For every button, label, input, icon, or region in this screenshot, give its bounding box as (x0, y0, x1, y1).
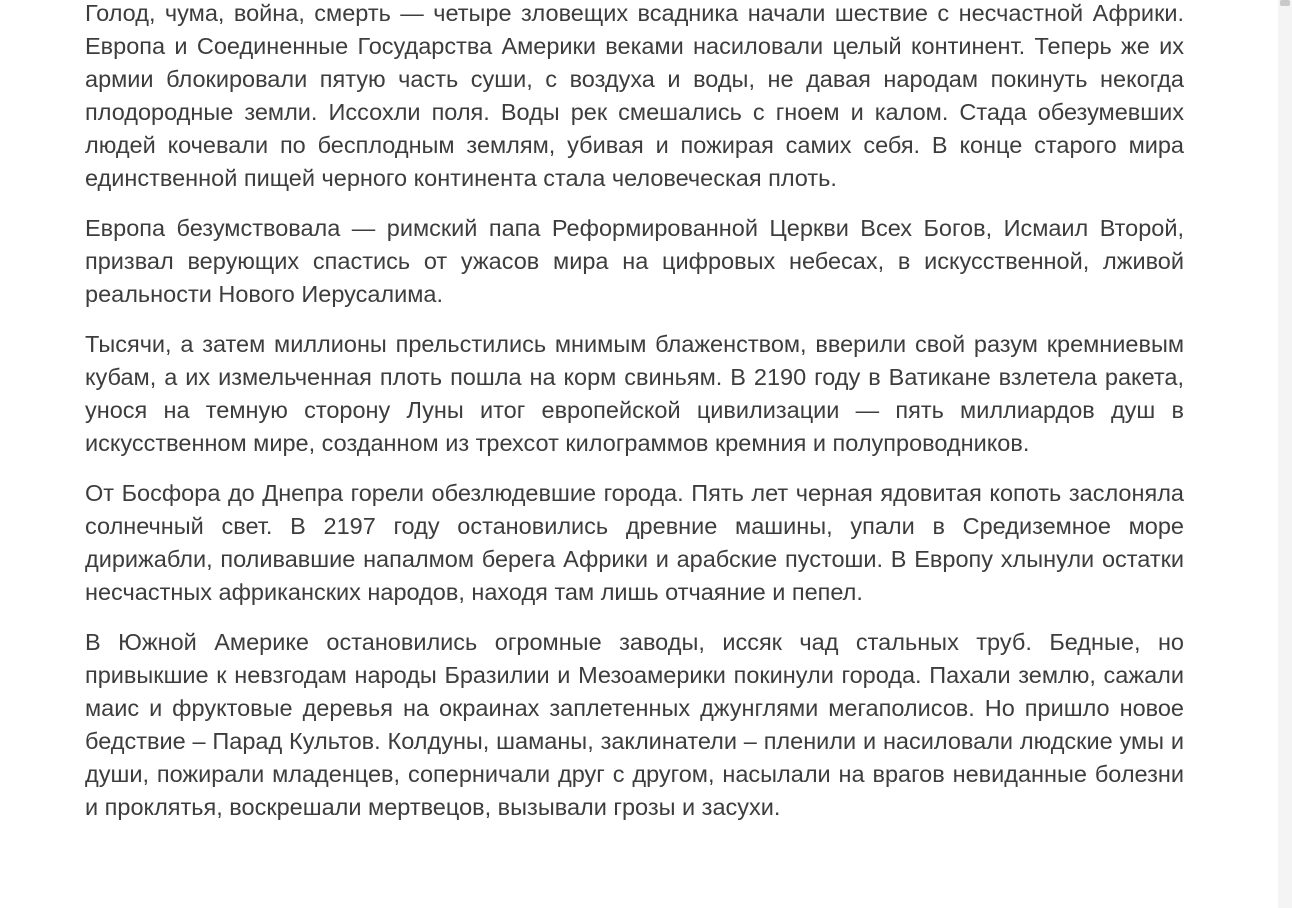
paragraph: В Южной Америке остановились огромные заводы, иссяк чад стальных труб. Бедные, но привыкшие к невзгодам народы Бразилии и Мезоамерики покинули города. Пахали землю, сажали маис и фруктовые деревья на окраинах заплетенных джунглями мегаполисов. Но пришло новое бедствие – Парад Культов. Колдуны, шаманы, заклинатели – пленили и насиловали людские умы и души, пожирали младенцев, соперничали друг с другом, насылали на врагов невиданные болезни и проклятья, воскрешали мертвецов, вызывали грозы и засухи. (85, 629, 1184, 820)
scrollbar-thumb[interactable] (1280, 0, 1290, 6)
article-body (85, 0, 1184, 841)
paragraph: От Босфора до Днепра горели обезлюдевшие города. Пять лет черная ядовитая копоть заслоняла солнечный свет. В 2197 году остановились древние машины, упали в Средиземное море дирижабли, поливавшие напалмом берега Африки и арабские пустоши. В Европу хлынули остатки несчастных африканских народов, находя там лишь отчаяние и пепел. (85, 480, 1184, 605)
paragraph: Европа безумствовала — римский папа Реформированной Церкви Всех Богов, Исмаил Второй, призвал верующих спастись от ужасов мира на цифровых небесах, в искусственной, лживой реальности Нового Иерусалима. (85, 215, 1184, 307)
vertical-scrollbar[interactable] (1278, 0, 1292, 908)
paragraph: Голод, чума, война, смерть — четыре зловещих всадника начали шествие с несчастной Африки. Европа и Соединенные Государства Америки веками насиловали целый континент. Теперь же их армии блокировали пятую часть суши, с воздуха и воды, не давая народам покинуть некогда плодородные земли. Иссохли поля. Воды рек смешались с гноем и калом. Стада обезумевших людей кочевали по бесплодным землям, убивая и пожирая самих себя. В конце старого мира единственной пищей черного континента стала человеческая плоть. (85, 0, 1184, 191)
paragraph: Тысячи, а затем миллионы прельстились мнимым блаженством, вверили свой разум кремниевым кубам, а их измельченная плоть пошла на корм свиньям. В 2190 году в Ватикане взлетела ракета, унося на темную сторону Луны итог европейской цивилизации — пять миллиардов душ в искусственном мире, созданном из трехсот килограммов кремния и полупроводников. (85, 331, 1184, 456)
